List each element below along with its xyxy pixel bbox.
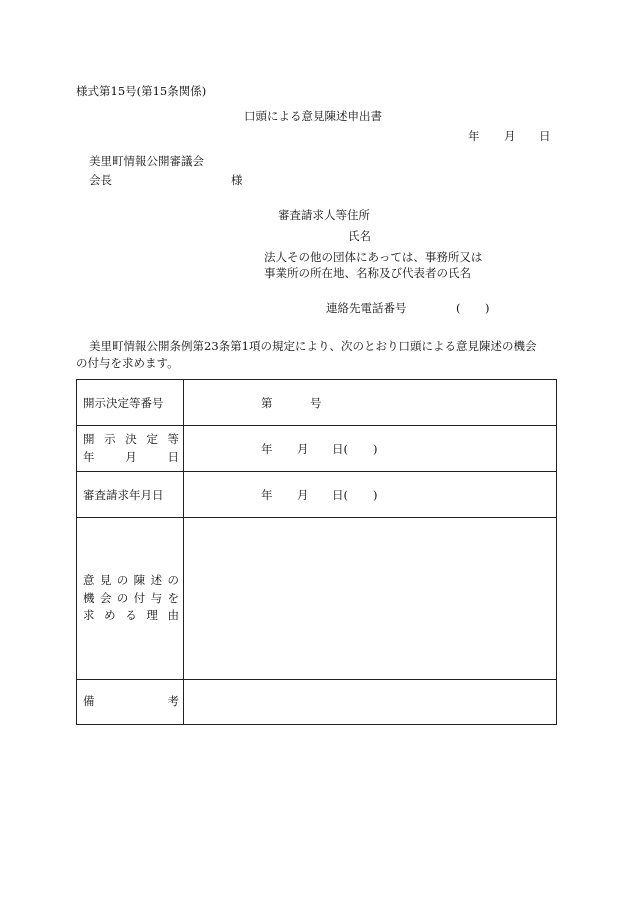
value-disclosure-date[interactable]	[184, 426, 557, 472]
date-month-label: 月	[504, 129, 516, 143]
ch: 見	[99, 572, 112, 587]
row-disclosure-number	[77, 380, 557, 426]
disclosure-number-go: 号	[310, 396, 322, 410]
label-reason-line3	[83, 607, 179, 625]
ch: 日	[167, 449, 179, 464]
corporation-note-line2: 事業所の所在地、名称及び代表者の氏名	[264, 266, 471, 280]
ch: 与	[150, 590, 163, 605]
disclosure-number-dai: 第	[261, 396, 273, 410]
label-remarks	[77, 680, 184, 725]
ch: を	[167, 590, 179, 605]
value-reason[interactable]	[184, 518, 557, 680]
label-disclosure-number-text: 開示決定等番号	[83, 395, 164, 410]
review-date-close: )	[373, 488, 378, 502]
label-disclosure-date-line2	[83, 449, 179, 467]
ch: の	[167, 572, 179, 587]
honorific-label: 様	[231, 173, 243, 187]
applicant-name-label: 氏名	[348, 229, 371, 243]
ch: め	[104, 608, 116, 623]
label-disclosure-date-line1	[83, 431, 179, 449]
ch: 理	[146, 608, 158, 623]
ch: 考	[167, 694, 179, 709]
label-reason-line2	[83, 590, 179, 608]
label-reason	[77, 518, 184, 680]
ch: 等	[167, 431, 179, 446]
label-remarks-line1	[83, 693, 179, 711]
row-reason	[77, 518, 557, 680]
value-remarks[interactable]	[184, 680, 557, 725]
ch: 意	[83, 572, 95, 587]
date-year-label: 年	[468, 129, 480, 143]
ch: 由	[167, 608, 179, 623]
ch: 月	[125, 449, 137, 464]
label-review-request-date-text: 審査請求年月日	[83, 487, 164, 502]
review-date-year: 年	[261, 488, 273, 502]
applicant-address-label: 審査請求人等住所	[278, 208, 370, 222]
value-review-request-date[interactable]	[184, 472, 557, 518]
ch: の	[116, 572, 129, 587]
ch: 示	[104, 431, 116, 446]
disclosure-date-close: )	[373, 442, 378, 456]
ch: 年	[83, 449, 95, 464]
phone-label: 連絡先電話番号	[326, 301, 407, 315]
ch: 定	[146, 431, 158, 446]
ch: 付	[133, 590, 146, 605]
ch: る	[125, 608, 137, 623]
ch: の	[116, 590, 129, 605]
corporation-note-line1: 法人その他の団体にあっては、事務所又は	[264, 250, 483, 264]
disclosure-date-year: 年	[261, 442, 273, 456]
ch: 開	[83, 431, 95, 446]
label-reason-line1	[83, 572, 179, 590]
ch: 陳	[133, 572, 146, 587]
request-form-table	[76, 379, 557, 725]
ch: 備	[83, 694, 95, 709]
label-disclosure-date	[77, 426, 184, 472]
label-disclosure-number	[77, 380, 184, 426]
review-date-day: 日(	[332, 488, 348, 502]
ch: 決	[125, 431, 137, 446]
value-disclosure-number[interactable]	[184, 380, 557, 426]
row-review-request-date	[77, 472, 557, 518]
phone-paren-close: )	[485, 301, 490, 315]
document-title: 口頭による意見陳述申出書	[244, 109, 382, 123]
request-text-line1: 美里町情報公開条例第23条第1項の規定により、次のとおり口頭による意見陳述の機会	[89, 339, 537, 353]
row-disclosure-date	[77, 426, 557, 472]
review-date-month: 月	[297, 488, 309, 502]
date-day-label: 日	[539, 129, 551, 143]
disclosure-date-month: 月	[297, 442, 309, 456]
label-review-request-date	[77, 472, 184, 518]
row-remarks	[77, 680, 557, 725]
form-number: 様式第15号(第15条関係)	[76, 84, 207, 98]
ch: 機	[83, 590, 95, 605]
council-name: 美里町情報公開審議会	[89, 154, 204, 168]
disclosure-date-day: 日(	[332, 442, 348, 456]
chair-label: 会長	[89, 173, 112, 187]
ch: 述	[150, 572, 163, 587]
request-text-line2: の付与を求めます。	[76, 356, 179, 370]
ch: 求	[83, 608, 95, 623]
phone-paren-open: (	[456, 301, 461, 315]
ch: 会	[99, 590, 112, 605]
